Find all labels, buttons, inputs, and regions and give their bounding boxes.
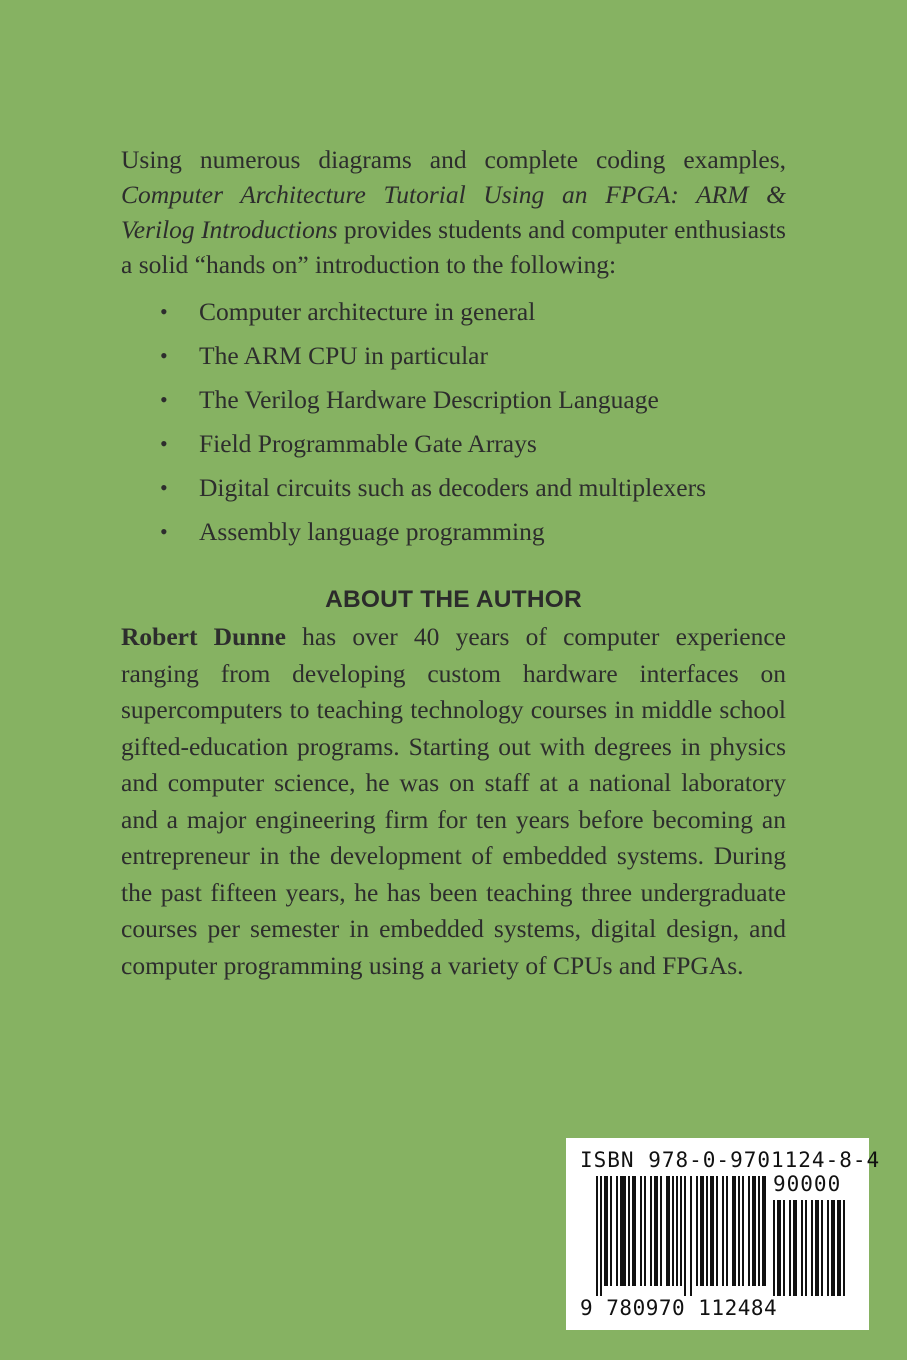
barcode-bar [684,1176,686,1296]
author-bio [121,619,786,984]
barcode-bar [690,1176,692,1296]
list-item-label: Assembly language programming [199,517,545,546]
addon-barcode [773,1200,857,1316]
list-item [160,338,706,382]
list-item-label: The Verilog Hardware Description Language [199,385,659,414]
barcode-bar [700,1176,704,1286]
about-author-heading: ABOUT THE AUTHOR [325,586,582,613]
barcode-bar [811,1200,813,1296]
barcode-bar [789,1200,791,1296]
barcode-bar [654,1176,658,1286]
barcode-bar [620,1176,626,1286]
barcode-bar [672,1176,674,1286]
barcode-bar [680,1176,682,1286]
barcode-bar [748,1176,750,1286]
barcode-bar [827,1200,829,1296]
barcode-bar [815,1200,819,1296]
price-code-label: 90000 [773,1172,842,1196]
barcode-bar [742,1176,744,1286]
list-item-label: Digital circuits such as decoders and multiplexers [199,473,707,502]
barcode-bar [752,1176,756,1286]
barcode-bar [710,1176,714,1286]
barcode-bar [793,1200,797,1296]
isbn-label: ISBN 978-0-9701124-8-4 [580,1148,881,1172]
barcode-bar [843,1200,845,1296]
list-item [160,294,706,338]
barcode-bar [805,1200,807,1296]
book-title: Computer Architecture Tutorial Using an FPGA: ARM & Verilog Introductions [121,180,786,244]
barcode-bar [722,1176,724,1286]
barcode-bar [628,1176,630,1286]
list-item [160,426,706,470]
barcode-bar [660,1176,662,1286]
barcode-bar [632,1176,636,1286]
topics-list [160,294,706,558]
barcode-bar [821,1200,823,1296]
barcode-bar [650,1176,652,1286]
list-item [160,382,706,426]
barcode-bar [758,1176,760,1286]
bullet-icon: • [160,475,168,500]
barcode-bar [777,1200,781,1296]
barcode-bar [773,1200,775,1296]
barcode-bar [640,1176,642,1286]
intro-text-before: Using numerous diagrams and complete coding examples, [121,145,786,174]
barcode-bar [676,1176,678,1286]
intro-text-after: provides students and computer enthusiasts a solid “hands on” introduction to the following: [121,215,786,279]
list-item-label: Computer architecture in general [199,297,536,326]
barcode-bar [596,1176,598,1296]
bullet-icon: • [160,519,168,544]
isbn-barcode-box [566,1138,881,1330]
ean-digits-label: 9 780970 112484 [580,1296,778,1320]
barcode-bar [801,1200,803,1296]
barcode-bar [696,1176,698,1286]
intro-paragraph [121,142,786,282]
author-bio-text: has over 40 years of computer experience ranging from developing custom hardware interfaces on supercomputers to teaching technology courses in middle school gifted-education programs. Starting out with degrees in physics and computer science, he was on staff at a national laboratory and a major engineering firm for ten years before becoming an entrepreneur in the development of embedded systems. During the past fifteen years, he has been teaching three undergraduate courses per semester in embedded systems, digital design, and computer programming using a variety of CPUs and FPGAs. [121,622,786,980]
barcode-bar [726,1176,728,1286]
barcode-bar [716,1176,718,1286]
barcode-bar [738,1176,740,1286]
barcode-bar [604,1176,608,1286]
author-name: Robert Dunne [121,622,286,651]
barcode-bar [616,1176,618,1286]
ean-barcode [596,1176,768,1316]
barcode-bar [837,1200,841,1296]
list-item [160,514,706,558]
barcode-bar [732,1176,736,1286]
barcode-bar [831,1200,835,1296]
barcode-bar [644,1176,646,1286]
bullet-icon: • [160,343,168,368]
barcode-bar [706,1176,708,1286]
bullet-icon: • [160,387,168,412]
barcode-bar [666,1176,670,1286]
barcode-bar [610,1176,612,1286]
list-item [160,470,706,514]
list-item-label: The ARM CPU in particular [199,341,488,370]
bullet-icon: • [160,299,168,324]
barcode-bar [600,1176,602,1296]
barcode-bar [762,1176,766,1286]
bullet-icon: • [160,431,168,456]
list-item-label: Field Programmable Gate Arrays [199,429,537,458]
barcode-bar [783,1200,785,1296]
